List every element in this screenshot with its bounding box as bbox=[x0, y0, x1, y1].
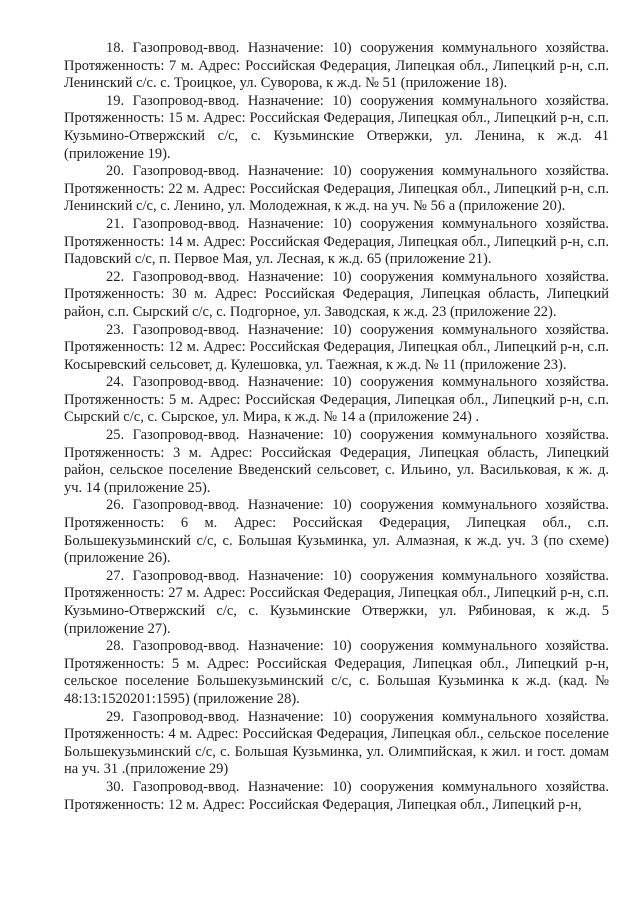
paragraph-item-22 bbox=[64, 269, 609, 322]
paragraph-item-27 bbox=[64, 568, 609, 638]
paragraph-item-19 bbox=[64, 93, 609, 163]
paragraph-text: 22. Газопровод-ввод. Назначение: 10) сооружения коммунального хозяйства. Протяженность: 30 м. Адрес: Российская Федерация, Липецкая область, Липецкий район, с.п. Сырский с/с, с. Подгорное, ул. Заводская, к ж.д. 23 (приложение 22). bbox=[64, 268, 609, 320]
paragraph-item-24 bbox=[64, 374, 609, 427]
document-page bbox=[64, 40, 609, 814]
paragraph-item-21 bbox=[64, 216, 609, 269]
paragraph-item-20 bbox=[64, 163, 609, 216]
paragraph-text: 20. Газопровод-ввод. Назначение: 10) сооружения коммунального хозяйства. Протяженность: 22 м. Адрес: Российская Федерация, Липецкая обл., Липецкий р-н, с.п. Ленинский с/с, с. Ленино, ул. Молодежная, к ж.д. на уч. № 56 а (приложение 20). bbox=[64, 163, 609, 215]
paragraph-item-26 bbox=[64, 497, 609, 567]
paragraph-item-30 bbox=[64, 779, 609, 814]
paragraph-item-28 bbox=[64, 638, 609, 708]
paragraph-text: 21. Газопровод-ввод. Назначение: 10) сооружения коммунального хозяйства. Протяженность: 14 м. Адрес: Российская Федерация, Липецкая обл., Липецкий р-н, с.п. Падовский с/с, п. Первое Мая, ул. Лесная, к ж.д. 65 (приложение 21). bbox=[64, 215, 609, 268]
paragraph-item-29 bbox=[64, 709, 609, 779]
paragraph-text: 18. Газопровод-ввод. Назначение: 10) сооружения коммунального хозяйства. Протяженность: 7 м. Адрес: Российская Федерация, Липецкая обл., Липецкий р-н, с.п. Ленинский с/с. с. Троицкое, ул. Суворова, к ж.д. № 51 (приложение 18). bbox=[64, 40, 609, 92]
paragraph-text: 23. Газопровод-ввод. Назначение: 10) сооружения коммунального хозяйства. Протяженность: 12 м. Адрес: Российская Федерация, Липецкая обл., Липецкий р-н, с.п. Косыревский сельсовет, д. Кулешовка, ул. Таежная, к ж.д. № 11 (приложение 23). bbox=[64, 321, 609, 373]
paragraph-text: 29. Газопровод-ввод. Назначение: 10) сооружения коммунального хозяйства. Протяженность: 4 м. Адрес: Российская Федерация, Липецкая обл., сельское поселение Большекузьминский с/с, с. Большая Кузьминка, ул. Олимпийская, к жил. и гост. домам на уч. 31 .(приложение 29) bbox=[64, 708, 609, 778]
paragraph-text: 24. Газопровод-ввод. Назначение: 10) сооружения коммунального хозяйства. Протяженность: 5 м. Адрес: Российская Федерация, Липецкая обл., Липецкий р-н, с.п. Сырский с/с, с. Сырское, ул. Мира, к ж.д. № 14 а (приложение 24) . bbox=[64, 374, 609, 426]
paragraph-text: 26. Газопровод-ввод. Назначение: 10) сооружения коммунального хозяйства. Протяженность: 6 м. Адрес: Российская Федерация, Липецкая обл., с.п. Большекузьминский с/с, с. Большая Кузьминка, ул. Алмазная, к ж.д. уч. 3 (по схеме) (приложение 26). bbox=[64, 497, 609, 567]
paragraph-text: 27. Газопровод-ввод. Назначение: 10) сооружения коммунального хозяйства. Протяженность: 27 м. Адрес: Российская Федерация, Липецкая обл., Липецкий р-н, с.п. Кузьмино-Отвержский с/с, с. Кузьминские Отвержки, ул. Рябиновая, к ж.д. 5 (приложение 27). bbox=[64, 567, 609, 637]
paragraph-text: 28. Газопровод-ввод. Назначение: 10) сооружения коммунального хозяйства. Протяженность: 5 м. Адрес: Российская Федерация, Липецкая обл., Липецкий р-н, сельское поселение Большекузьминский с/с, с. Большая Кузьминка к ж.д. (кад. № 48:13:1520201:1595) (приложение 28). bbox=[64, 638, 609, 707]
paragraph-item-23 bbox=[64, 322, 609, 375]
paragraph-item-25 bbox=[64, 427, 609, 497]
paragraph-text: 19. Газопровод-ввод. Назначение: 10) сооружения коммунального хозяйства. Протяженность: 15 м. Адрес: Российская Федерация, Липецкая обл., Липецкий р-н, с.п. Кузьмино-Отвержский с/с, с. Кузьминские Отвержки, ул. Ленина, к ж.д. 41 (приложение 19). bbox=[64, 92, 609, 162]
paragraph-item-18 bbox=[64, 40, 609, 93]
paragraph-text: 25. Газопровод-ввод. Назначение: 10) сооружения коммунального хозяйства. Протяженность: 3 м. Адрес: Российская Федерация, Липецкая область, Липецкий район, сельское поселение Введенский сельсовет, с. Ильино, ул. Васильковая, к ж. д. уч. 14 (приложение 25). bbox=[64, 427, 609, 496]
paragraph-text: 30. Газопровод-ввод. Назначение: 10) сооружения коммунального хозяйства. Протяженность: 12 м. Адрес: Российская Федерация, Липецкая обл., Липецкий р-н, bbox=[64, 778, 609, 813]
